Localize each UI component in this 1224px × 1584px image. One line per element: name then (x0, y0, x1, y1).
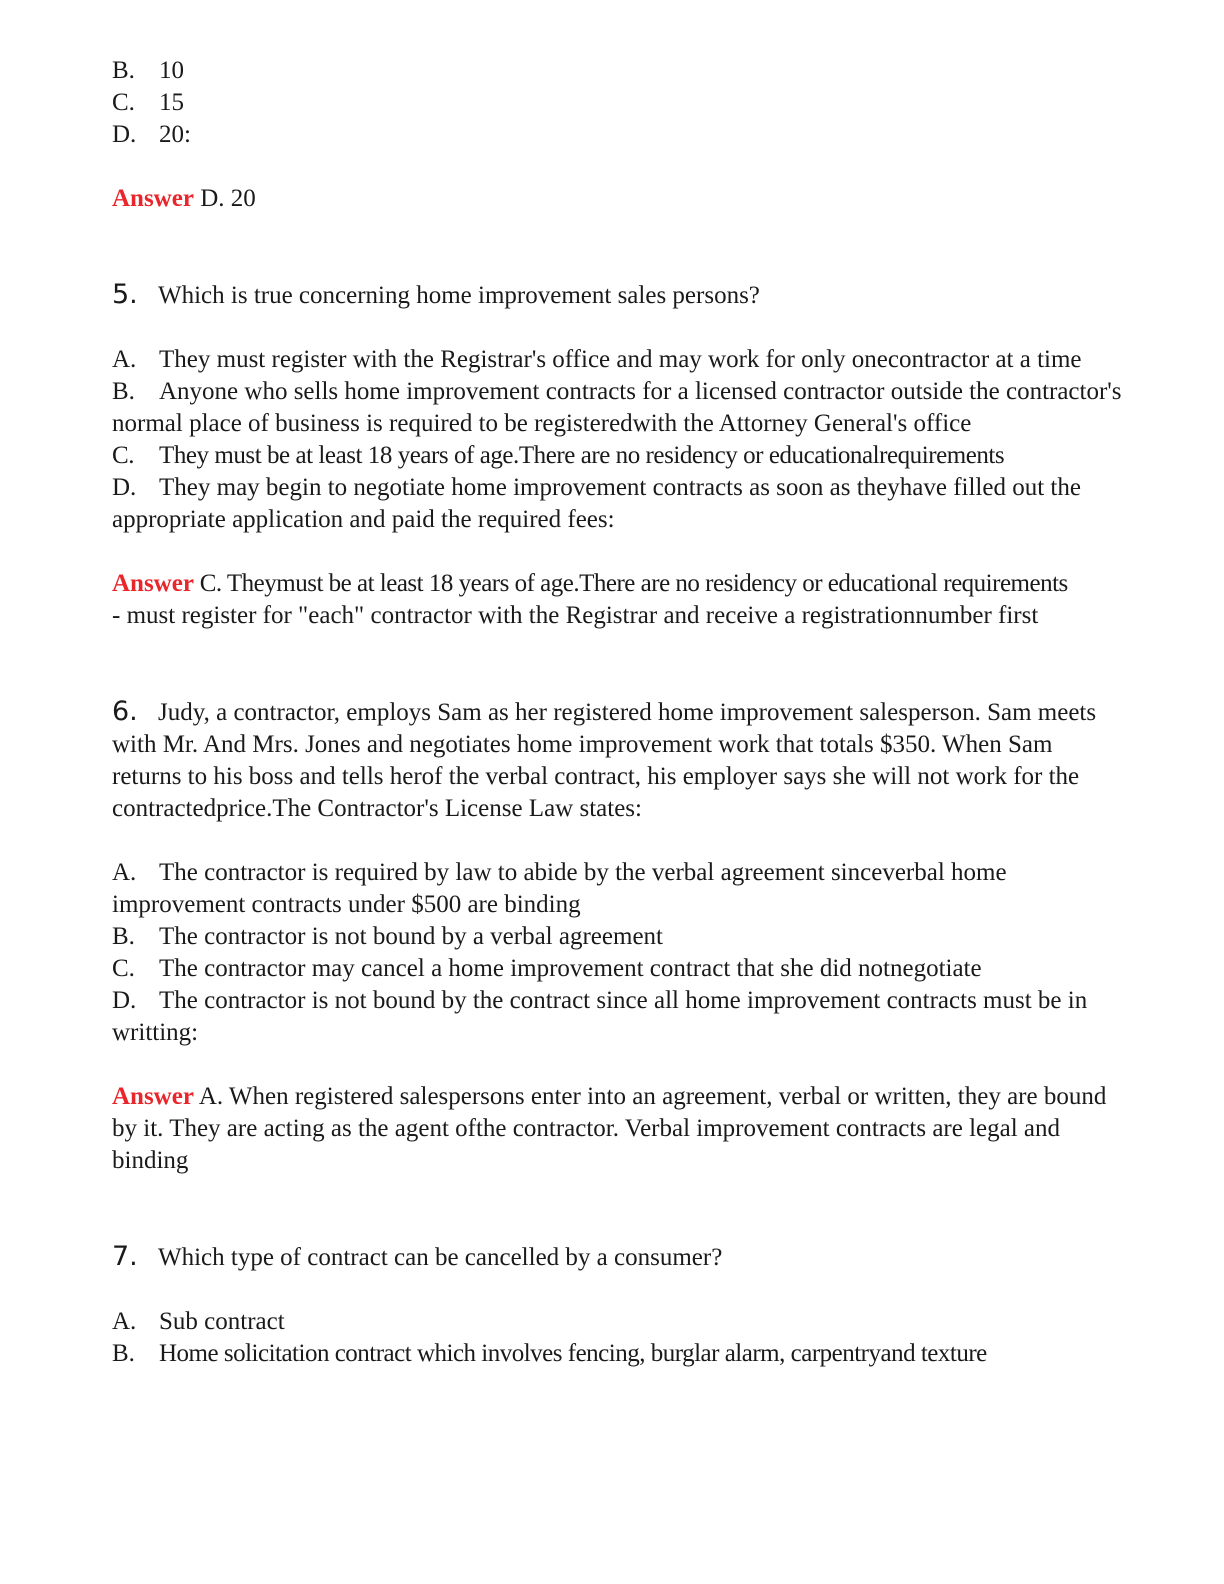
answer-label: Answer (112, 1083, 194, 1110)
q5-question (112, 279, 1124, 312)
answer-text: D. 20 (200, 185, 256, 212)
option-text: The contractor is required by law to abide by the verbal agreement sinceverbal home improvement contracts under $500 are binding (112, 859, 1007, 918)
answer-text: C. Theymust be at least 18 years of age.There are no residency or educational requirements (199, 570, 1068, 597)
option-text: Anyone who sells home improvement contracts for a licensed contractor outside the contractor's normal place of business is required to be registeredwith the Attorney General's office (112, 378, 1122, 437)
option-text: 15 (159, 89, 184, 116)
option-letter: A. (112, 346, 137, 373)
document-page (112, 55, 1124, 1370)
q6-answer (112, 1081, 1124, 1177)
q5-option-b (112, 376, 1124, 440)
q5-option-d (112, 472, 1124, 536)
question-text: Which type of contract can be cancelled by a consumer? (158, 1244, 723, 1271)
option-text: 20: (159, 121, 191, 148)
option-letter: C. (112, 442, 135, 469)
q5-option-c (112, 440, 1124, 472)
option-letter: C. (112, 955, 135, 982)
option-text: The contractor may cancel a home improvement contract that she did notnegotiate (159, 955, 982, 982)
question-number: 5. (112, 279, 138, 310)
q6-option-d (112, 985, 1124, 1049)
question-number: 6. (112, 696, 138, 727)
option-letter: B. (112, 1340, 135, 1367)
option-text: Home solicitation contract which involves fencing, burglar alarm, carpentryand texture (159, 1340, 987, 1367)
option-letter: B. (112, 57, 135, 84)
option-text: 10 (159, 57, 184, 84)
option-letter: B. (112, 378, 135, 405)
option-letter: D. (112, 121, 137, 148)
answer-label: Answer (112, 570, 194, 597)
q5-answer (112, 568, 1124, 600)
q6-option-b (112, 921, 1124, 953)
q4-option-b (112, 55, 1124, 87)
option-letter: D. (112, 987, 137, 1014)
option-letter: A. (112, 1308, 137, 1335)
q7-option-a (112, 1306, 1124, 1338)
option-text: They must register with the Registrar's office and may work for only onecontractor at a time (159, 346, 1082, 373)
option-letter: B. (112, 923, 135, 950)
answer-label: Answer (112, 185, 194, 212)
question-text: Which is true concerning home improvement sales persons? (158, 282, 760, 309)
option-letter: A. (112, 859, 137, 886)
question-number: 7. (112, 1241, 138, 1272)
q7-question (112, 1241, 1124, 1274)
q4-option-c (112, 87, 1124, 119)
q6-option-c (112, 953, 1124, 985)
option-letter: D. (112, 474, 137, 501)
q5-option-a (112, 344, 1124, 376)
q5-answer-note: - must register for "each" contractor with the Registrar and receive a registrationnumber first (112, 602, 1039, 629)
option-text: The contractor is not bound by the contract since all home improvement contracts must be in writting: (112, 987, 1088, 1046)
question-text: Judy, a contractor, employs Sam as her registered home improvement salesperson. Sam meets with Mr. And Mrs. Jones and negotiates home improvement work that totals $350. When Sam returns to his boss and tells herof the verbal contract, his employer says she will not work for the contractedprice.The Contractor's License Law states: (112, 699, 1097, 822)
option-text: They must be at least 18 years of age.There are no residency or educationalrequirements (159, 442, 1005, 469)
option-letter: C. (112, 89, 135, 116)
option-text: The contractor is not bound by a verbal agreement (159, 923, 663, 950)
q6-option-a (112, 857, 1124, 921)
q7-option-b (112, 1338, 1124, 1370)
option-text: Sub contract (159, 1308, 285, 1335)
q4-option-d (112, 119, 1124, 151)
q6-question (112, 696, 1124, 825)
answer-text: A. When registered salespersons enter into an agreement, verbal or written, they are bound by it. They are acting as the agent ofthe contractor. Verbal improvement contracts are legal and binding (112, 1083, 1107, 1174)
option-text: They may begin to negotiate home improvement contracts as soon as theyhave filled out the appropriate application and paid the required fees: (112, 474, 1081, 533)
q4-answer (112, 183, 1124, 215)
